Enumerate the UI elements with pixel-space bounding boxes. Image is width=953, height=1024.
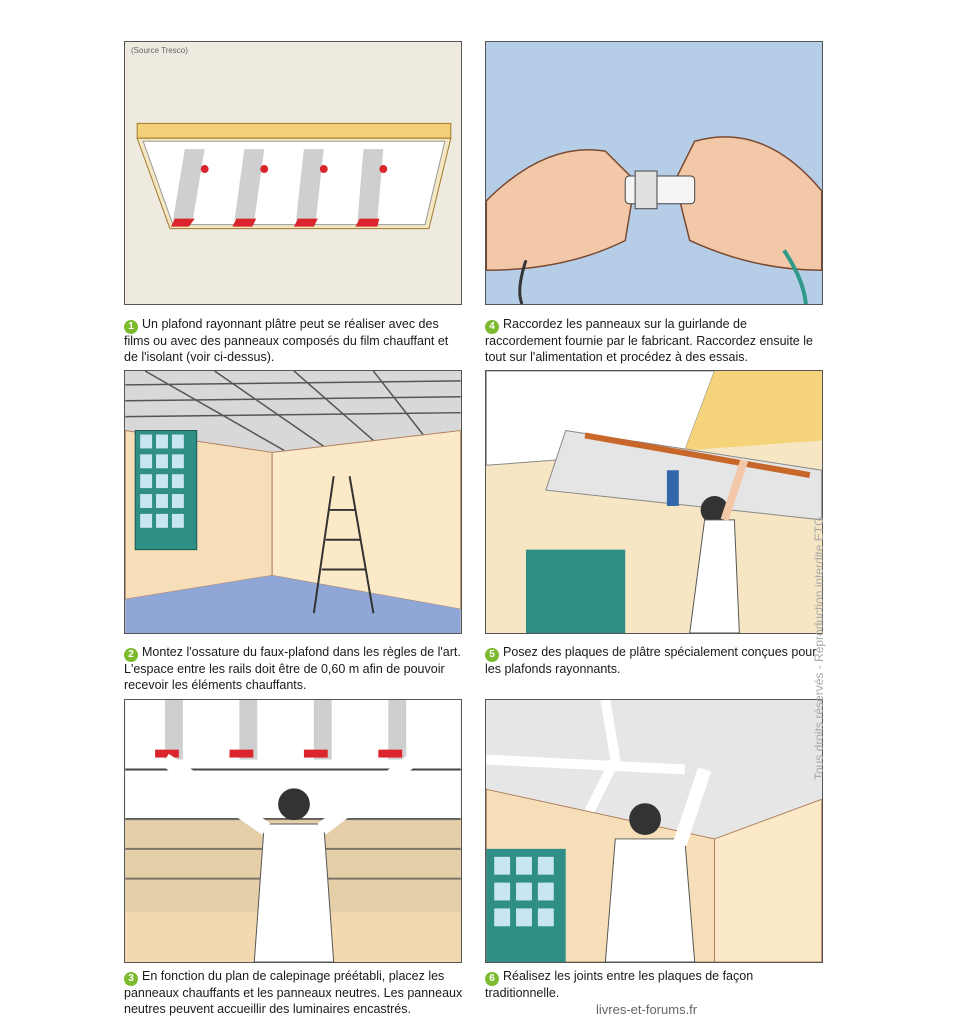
step-number-badge: 5 [485,648,499,662]
illustration-panel-3 [124,699,462,963]
copyright-watermark: Tous droits réservés - Reproduction interdite ETG [812,516,826,780]
step-text: Réalisez les joints entre les plaques de façon traditionnelle. [485,969,754,1000]
step-caption-3 [124,969,474,1017]
step-caption-5 [485,645,825,678]
step-number-badge: 2 [124,648,138,662]
step-text: Un plafond rayonnant plâtre peut se réaliser avec des films ou avec des panneaux composés du film chauffant et de l'isolant (voir ci-dessus). [124,317,449,364]
illustration-panel-6 [485,699,823,963]
step-caption-2 [124,645,464,693]
step-text: Posez des plaques de plâtre spécialement conçues pour les plafonds rayonnants. [485,645,817,676]
plasterboard-illustration [486,371,822,633]
step-caption-1 [124,317,464,365]
connecting-hands-illustration [486,42,822,304]
step-text: Montez l'ossature du faux-plafond dans les règles de l'art. L'espace entre les rails doit être de 0,60 m afin de pouvoir recevoir les éléments chauffants. [124,645,461,692]
ceiling-framework-illustration [125,371,461,633]
heating-panel-illustration [125,42,461,304]
step-text: Raccordez les panneaux sur la guirlande de raccordement fournie par le fabricant. Raccordez ensuite le tout sur l'alimentation et procédez à des essais. [485,317,813,364]
step-number-badge: 4 [485,320,499,334]
illustration-panel-1 [124,41,462,305]
source-note: (Source Tresco) [131,46,188,55]
illustration-panel-5 [485,370,823,634]
illustration-panel-2 [124,370,462,634]
step-number-badge: 3 [124,972,138,986]
footer-site-link[interactable]: livres-et-forums.fr [596,1002,698,1017]
step-number-badge: 6 [485,972,499,986]
placing-panels-illustration [125,700,461,962]
step-number-badge: 1 [124,320,138,334]
illustration-panel-4 [485,41,823,305]
step-caption-6 [485,969,825,1002]
step-text: En fonction du plan de calepinage préétabli, placez les panneaux chauffants et les panneaux neutres. Les panneaux neutres peuvent accueillir des luminaires encastrés. [124,969,463,1016]
step-caption-4 [485,317,825,365]
jointing-illustration [486,700,822,962]
